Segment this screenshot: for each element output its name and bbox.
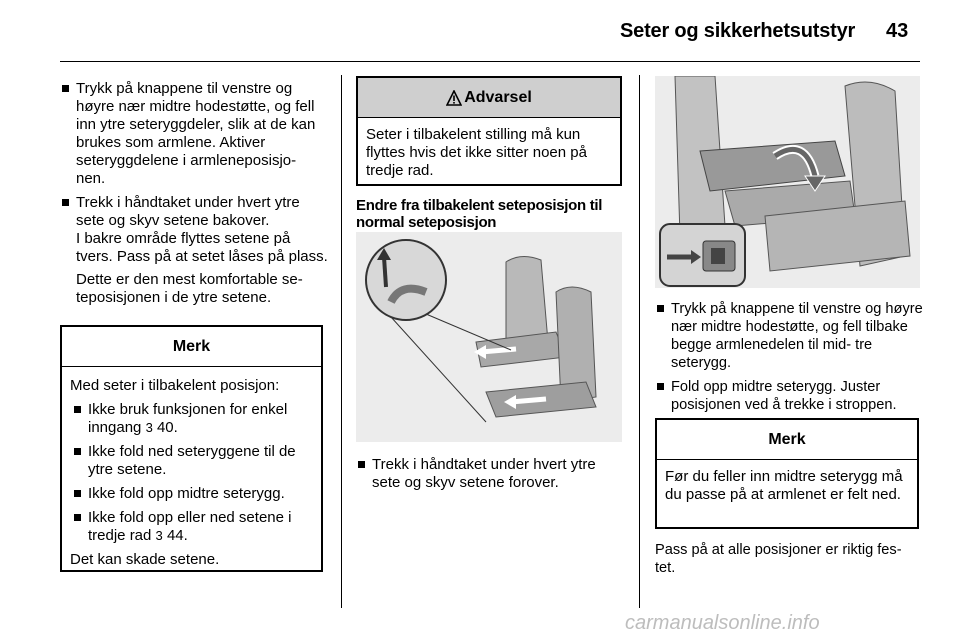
subheading: Endre fra tilbakelent seteposisjon til normal seteposisjon (356, 197, 603, 231)
seat-illustration-reclined (356, 232, 622, 442)
note-bullet (72, 401, 313, 437)
warning-title: Advarsel (464, 88, 532, 106)
reference-arrow-icon: 3 (145, 420, 153, 435)
warning-body: Seter i tilbakelent stilling må kun flyttes hvis det ikke sitter noen på tredje rad. (366, 126, 587, 179)
reference-arrow-icon: 3 (155, 528, 163, 543)
column-3-text (655, 300, 923, 420)
column-divider (341, 75, 342, 608)
page-ref[interactable]: 40. (156, 419, 178, 436)
note-intro: Med seter i tilbakelent posisjon: (70, 377, 280, 394)
seat-drawing (356, 232, 622, 442)
warning-header (358, 78, 620, 118)
page-ref[interactable]: 44. (166, 527, 188, 544)
note-box (60, 325, 323, 572)
note-bullet: Ikke fold ned seteryggene til de ytre setene. (72, 443, 313, 479)
note-body: Før du feller inn midtre seterygg må du passe på at armlenet er felt ned. (665, 468, 903, 503)
bullet-item: Fold opp midtre seterygg. Juster posisjonen ved å trekke i stroppen. (655, 378, 923, 414)
paragraph: Dette er den mest komfortable se- teposisjonen i de ytre setene. (76, 271, 303, 306)
page-number: 43 (886, 20, 909, 42)
paragraph: Pass på at alle posisjoner er riktig fes- tet. (655, 542, 902, 576)
bullet-item: Trekk i håndtaket under hvert ytre sete og skyv setene forover. (356, 456, 622, 492)
note-title: Merk (62, 327, 321, 367)
note-body (62, 367, 321, 583)
note-bullet-text: Ikke fold opp eller ned setene i tredje rad (88, 509, 292, 544)
note-bullet (72, 509, 313, 545)
column-1-text (60, 80, 328, 313)
note-box (655, 418, 919, 529)
watermark: carmanualsonline.info (625, 612, 820, 634)
column-divider (639, 75, 640, 608)
column-2-text (356, 456, 622, 498)
seat-illustration-armrest (655, 76, 920, 288)
note-bullet: Ikke fold opp midtre seterygg. (72, 485, 313, 503)
warning-triangle-icon (446, 90, 462, 106)
section-title: Seter og sikkerhetsutstyr (620, 20, 856, 42)
bullet-item: Trykk på knappene til venstre og høyre nær midtre hodestøtte, og fell tilbake begge armlenedelen til mid- tre seterygg. (655, 300, 923, 372)
bullet-item (60, 194, 328, 266)
bullet-text: Trekk i håndtaket under hvert ytre sete og skyv setene bakover. (76, 194, 300, 229)
header-rule (60, 61, 920, 62)
bullet-item: Trykk på knappene til venstre og høyre nær midtre hodestøtte, og fell inn ytre seteryggdeler, slik at de kan brukes som armlene. Aktiver seteryggdelene i armleneposisjo- nen. (60, 80, 328, 188)
note-bullet-text: Ikke bruk funksjonen for enkel inngang (88, 401, 288, 436)
bullet-text: I bakre område flyttes setene på tvers. Pass på at setet låses på plass. (76, 230, 328, 265)
note-title: Merk (657, 420, 917, 460)
note-outro: Det kan skade setene. (70, 551, 220, 568)
seat-drawing (655, 76, 920, 288)
warning-box (356, 76, 622, 186)
